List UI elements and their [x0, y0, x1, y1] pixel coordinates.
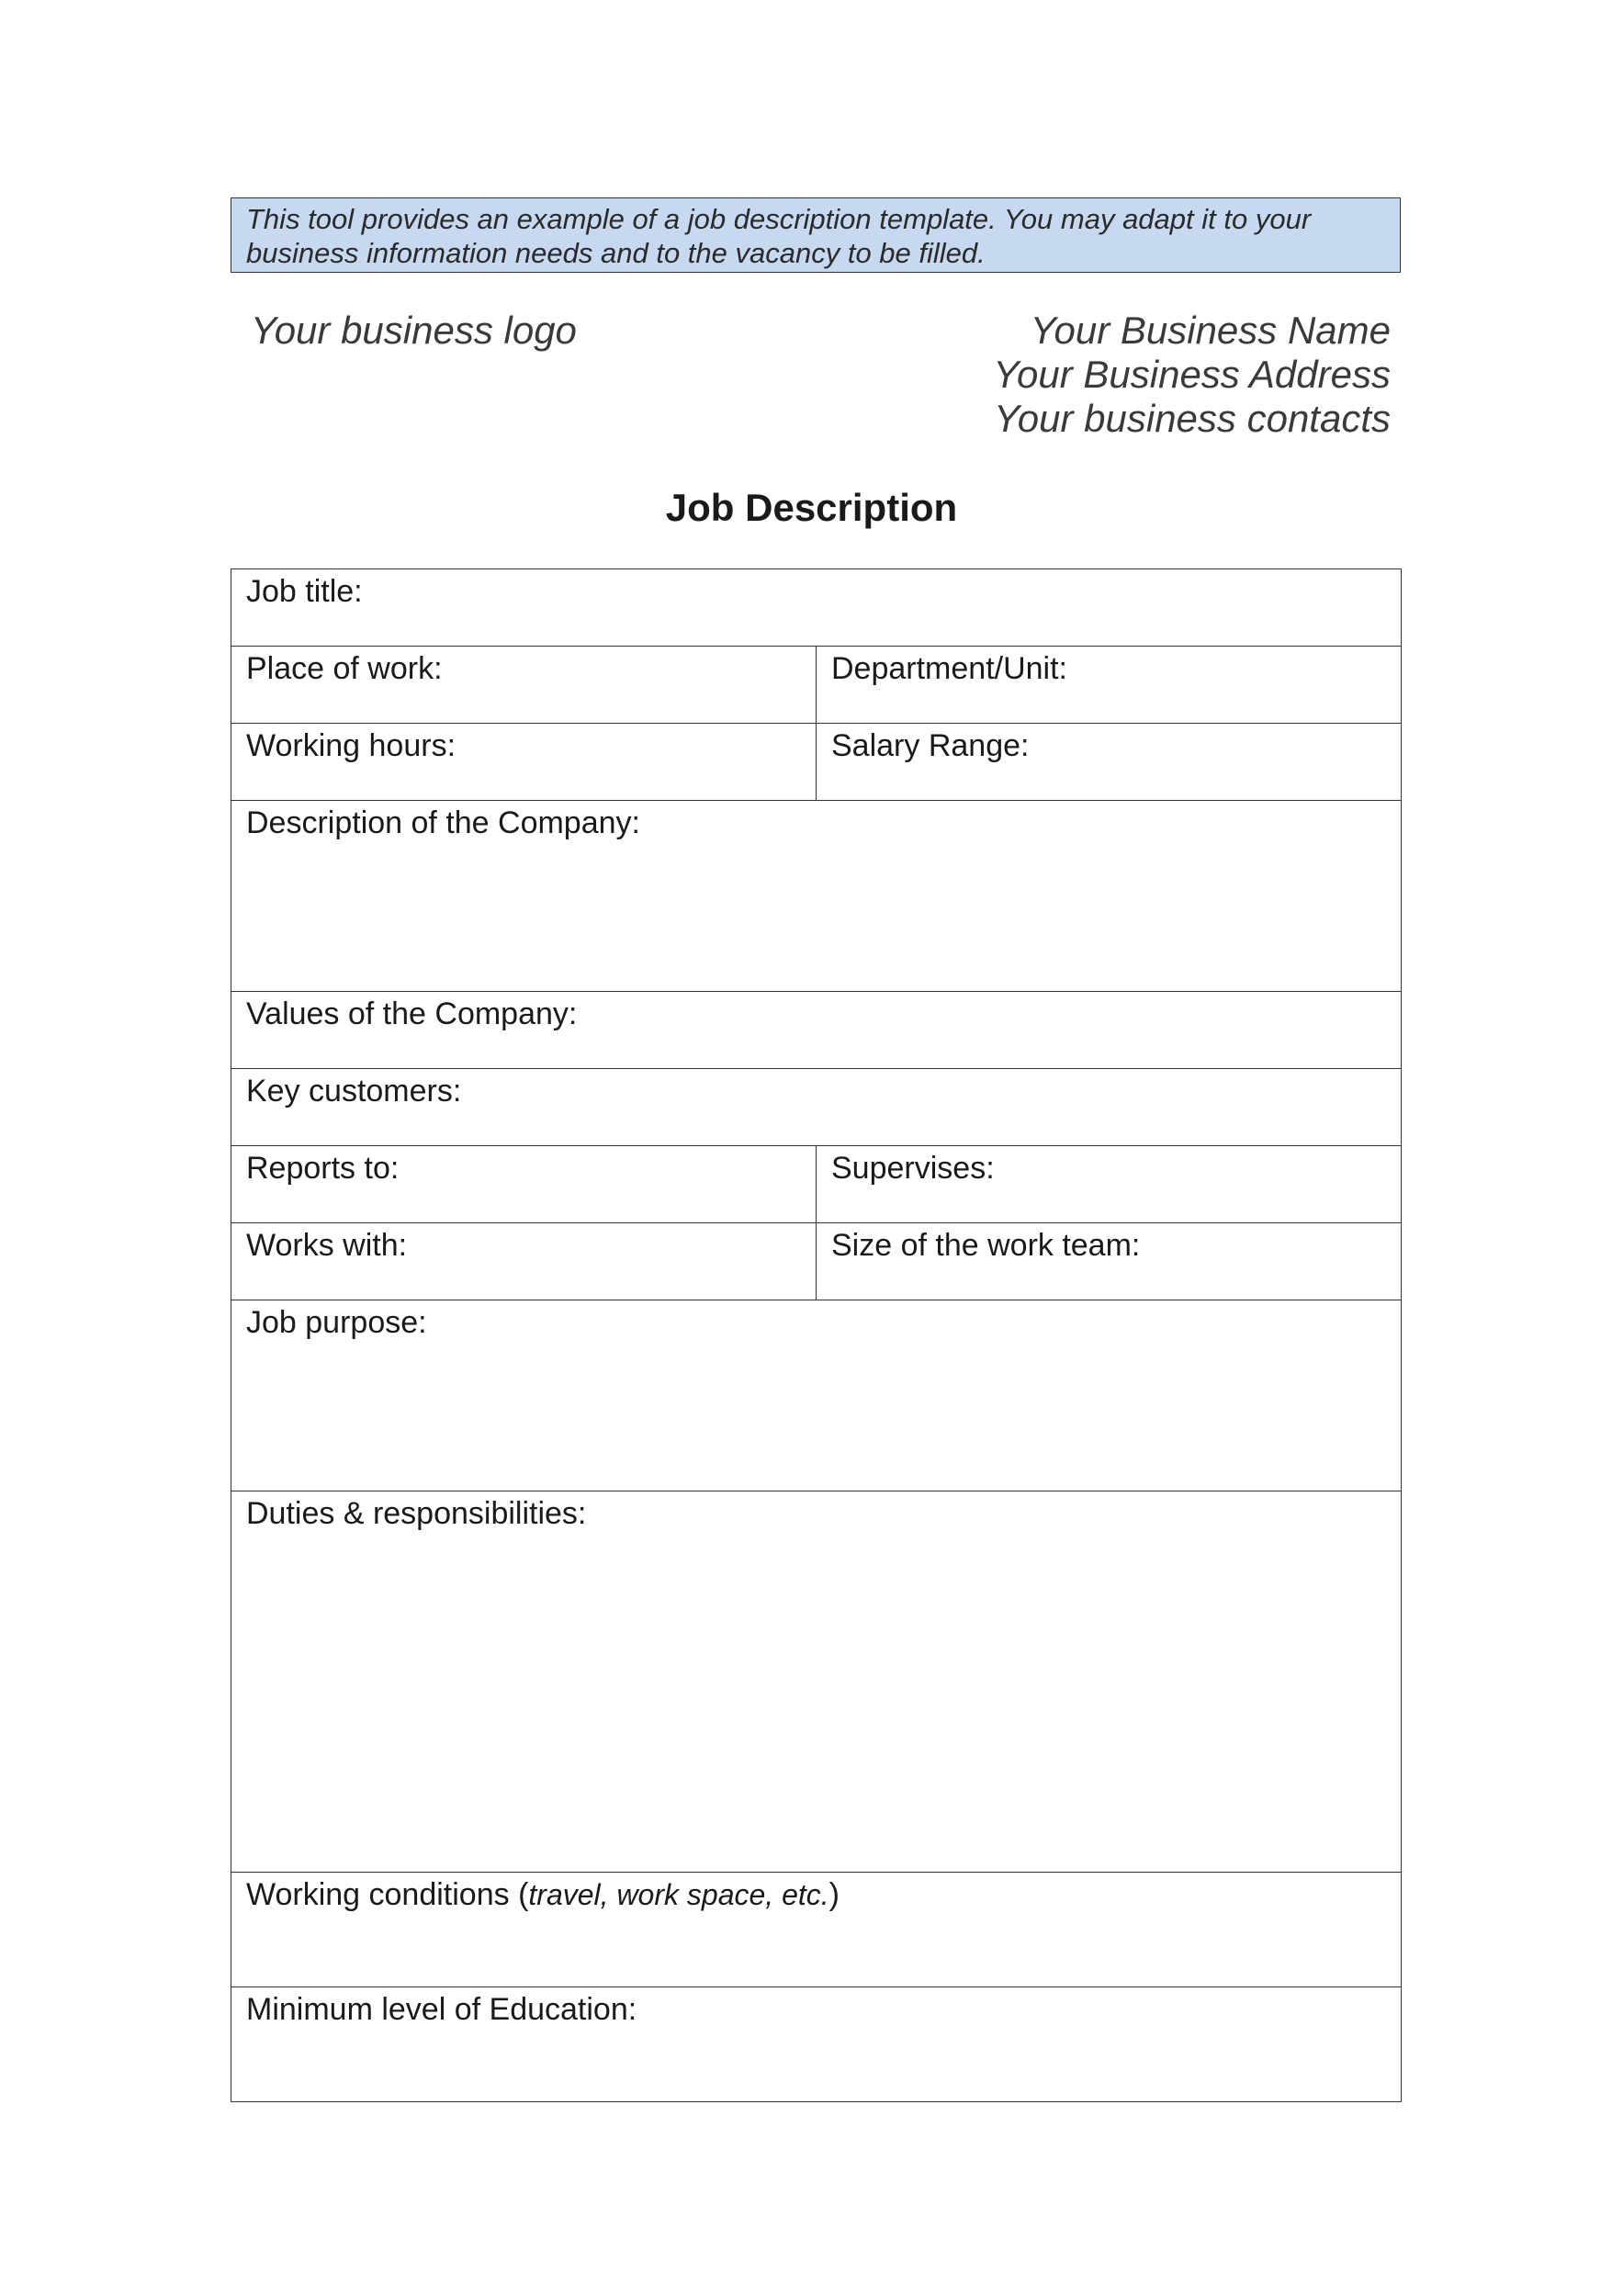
- supervises-label: Supervises:: [831, 1151, 995, 1186]
- working-conditions-text: Working conditions (: [246, 1877, 529, 1912]
- works-with-label: Works with:: [246, 1228, 408, 1263]
- company-values-label: Values of the Company:: [246, 996, 578, 1031]
- working-conditions-label: [246, 1873, 1386, 1915]
- working-conditions-close: ): [828, 1877, 840, 1912]
- business-address: Your Business Address: [993, 353, 1391, 396]
- place-of-work-field[interactable]: [231, 647, 817, 724]
- department-unit-label: Department/Unit:: [831, 651, 1067, 686]
- team-size-field[interactable]: [817, 1223, 1402, 1300]
- duties-responsibilities-field[interactable]: [231, 1491, 1402, 1873]
- working-hours-field[interactable]: [231, 724, 817, 801]
- education-level-field[interactable]: [231, 1987, 1402, 2102]
- note-line-1: This tool provides an example of a job description template. You may adapt it to your: [246, 203, 1312, 235]
- business-contacts: Your business contacts: [994, 397, 1391, 440]
- key-customers-label: Key customers:: [246, 1074, 462, 1109]
- business-logo-placeholder: Your business logo: [251, 309, 577, 352]
- education-level-label: Minimum level of Education:: [246, 1992, 637, 2027]
- business-info-block: [993, 309, 1391, 441]
- working-conditions-field[interactable]: [231, 1873, 1402, 1987]
- salary-range-label: Salary Range:: [831, 728, 1030, 763]
- team-size-label: Size of the work team:: [831, 1228, 1141, 1263]
- company-values-field[interactable]: [231, 992, 1402, 1069]
- document-title: Job Description: [665, 486, 958, 529]
- business-name: Your Business Name: [1030, 309, 1391, 352]
- supervises-field[interactable]: [817, 1146, 1402, 1223]
- place-of-work-label: Place of work:: [246, 651, 443, 686]
- job-title-field[interactable]: [231, 569, 1402, 647]
- key-customers-field[interactable]: [231, 1069, 1402, 1146]
- salary-range-field[interactable]: [817, 724, 1402, 801]
- reports-to-field[interactable]: [231, 1146, 817, 1223]
- company-description-label: Description of the Company:: [246, 805, 640, 840]
- job-purpose-field[interactable]: [231, 1300, 1402, 1491]
- working-conditions-hint: travel, work space, etc.: [528, 1878, 829, 1911]
- working-hours-label: Working hours:: [246, 728, 456, 763]
- works-with-field[interactable]: [231, 1223, 817, 1300]
- company-description-field[interactable]: [231, 801, 1402, 992]
- duties-responsibilities-label: Duties & responsibilities:: [246, 1496, 587, 1531]
- reports-to-label: Reports to:: [246, 1151, 400, 1186]
- job-description-form: [231, 568, 1402, 2102]
- department-unit-field[interactable]: [817, 647, 1402, 724]
- job-purpose-label: Job purpose:: [246, 1305, 427, 1340]
- template-info-note: [231, 197, 1401, 273]
- note-line-2: business information needs and to the vacancy to be filled.: [246, 237, 986, 269]
- job-title-label: Job title:: [246, 574, 363, 609]
